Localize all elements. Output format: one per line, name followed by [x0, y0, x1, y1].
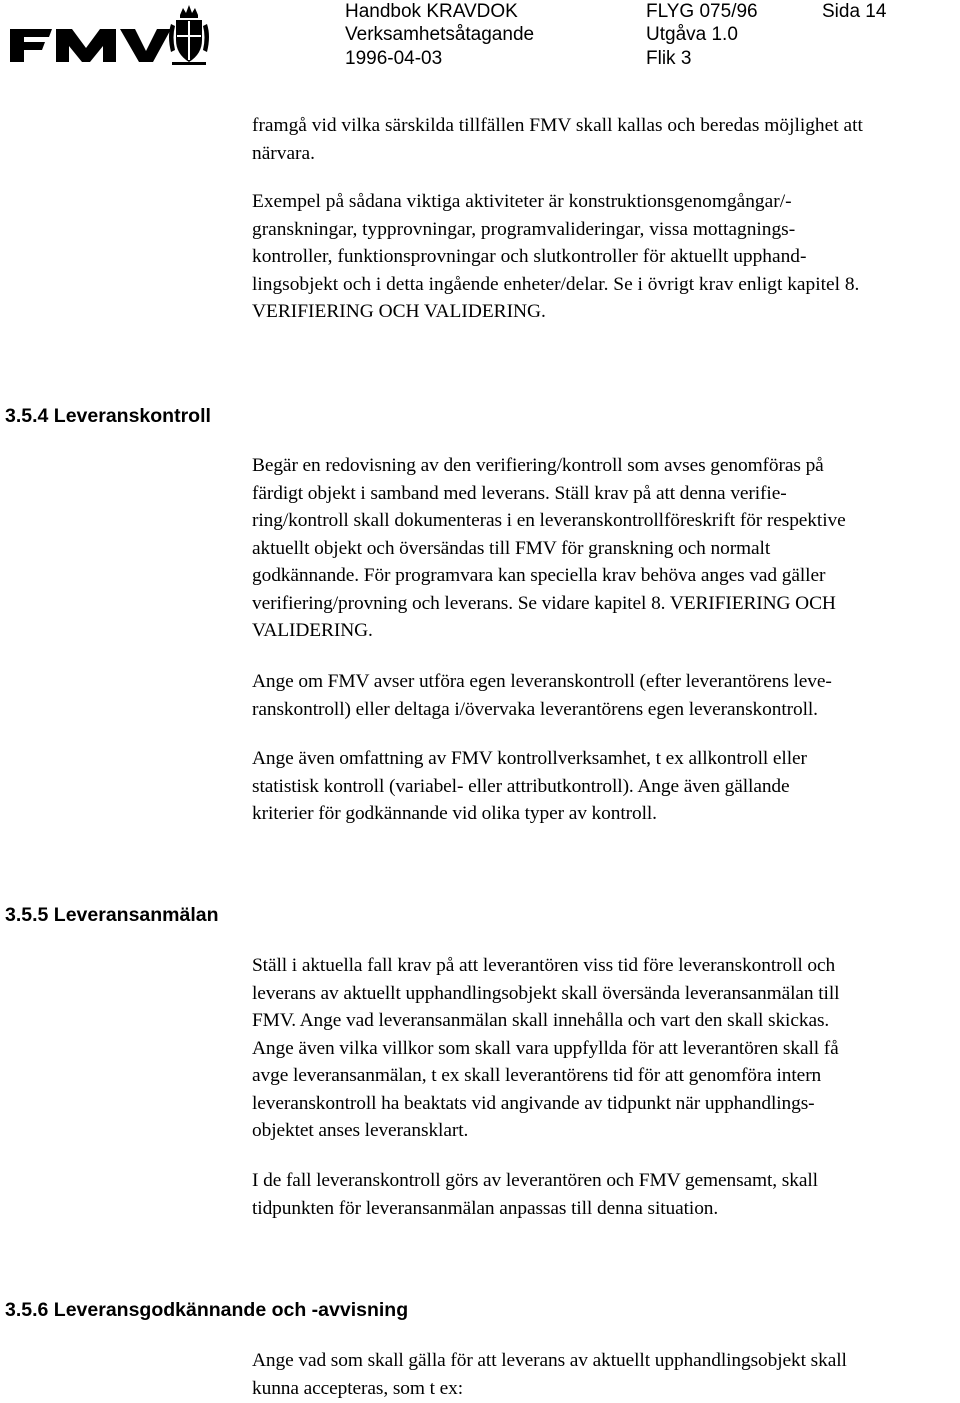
- text-line: framgå vid vilka särskilda tillfällen FMV skall kallas och beredas möjlighet att: [252, 115, 863, 136]
- text-line: kontroller, funktionsprovningar och slutkontroller för aktuellt upphand-: [252, 246, 807, 267]
- text-line: ring/kontroll skall dokumenteras i en leveranskontrollföreskrift för respektive: [252, 510, 846, 531]
- text-line: avge leveransanmälan, t ex skall leverantörens tid för att genomföra intern: [252, 1065, 822, 1086]
- leveransgodkannande-paragraph-1: [252, 1347, 847, 1402]
- text-line: I de fall leveranskontroll görs av leverantören och FMV gemensamt, skall: [252, 1170, 818, 1191]
- text-line: Begär en redovisning av den verifiering/kontroll som avses genomföras på: [252, 455, 824, 476]
- leveransanmalan-paragraph-1: [252, 952, 839, 1145]
- section-heading-356: 3.5.6 Leveransgodkännande och -avvisning: [5, 1299, 409, 1321]
- text-line: Ange om FMV avser utföra egen leveranskontroll (efter leverantörens leve-: [252, 671, 832, 692]
- document-code: FLYG 075/96: [646, 1, 758, 22]
- text-line: leverans av aktuellt upphandlingsobjekt skall översända leveransanmälan till: [252, 982, 840, 1004]
- handbook-title: Handbok KRAVDOK: [345, 1, 518, 22]
- text-line: FMV. Ange vad leveransanmälan skall innehålla och vart den skall skickas.: [252, 1010, 830, 1031]
- fmv-wordmark: [10, 29, 171, 62]
- text-line: leveranskontroll ha beaktats vid angivande av tidpunkt när upphandlings-: [252, 1092, 815, 1114]
- text-line: färdigt objekt i samband med leverans. Ställ krav på att denna verifie-: [252, 482, 787, 504]
- text-line: statistisk kontroll (variabel- eller attributkontroll). Ange även gällande: [252, 775, 790, 797]
- text-line: aktuellt objekt och översändas till FMV för granskning och normalt: [252, 537, 771, 559]
- page-number: Sida 14: [822, 1, 887, 22]
- text-line: VERIFIERING OCH VALIDERING.: [252, 301, 546, 322]
- text-line: tidpunkten för leveransanmälan anpassas till denna situation.: [252, 1197, 719, 1219]
- text-line: verifiering/provning och leverans. Se vidare kapitel 8. VERIFIERING OCH: [252, 592, 836, 614]
- text-line: godkännande. För programvara kan speciella krav behöva anges vad gäller: [252, 565, 826, 586]
- text-line: objektet anses leveransklart.: [252, 1120, 469, 1141]
- text-line: VALIDERING.: [252, 620, 373, 641]
- text-line: Exempel på sådana viktiga aktiviteter är konstruktionsgenomgångar/-: [252, 191, 792, 212]
- leveranskontroll-paragraph-2: [252, 668, 832, 723]
- leveranskontroll-paragraph-3: [252, 745, 807, 828]
- example-paragraph: [252, 188, 859, 326]
- text-line: Ange även vilka villkor som skall vara uppfyllda för att leverantören skall få: [252, 1037, 839, 1059]
- fmv-logo: [8, 2, 213, 70]
- date-label: 1996-04-03: [345, 48, 443, 69]
- tab-label: Flik 3: [646, 48, 692, 69]
- leveransanmalan-paragraph-2: [252, 1167, 818, 1222]
- text-line: granskningar, typprovningar, programvalideringar, vissa mottagnings-: [252, 218, 796, 240]
- text-line: Ange vad som skall gälla för att leverans av aktuellt upphandlingsobjekt skall: [252, 1350, 847, 1371]
- section-heading-355: 3.5.5 Leveransanmälan: [5, 904, 219, 926]
- crown-emblem-icon: [169, 5, 209, 65]
- text-line: kunna accepteras, som t ex:: [252, 1377, 464, 1399]
- section-label: Verksamhetsåtagande: [345, 24, 535, 45]
- text-line: Ställ i aktuella fall krav på att leverantören viss tid före leveranskontroll och: [252, 955, 836, 976]
- text-line: Ange även omfattning av FMV kontrollverksamhet, t ex allkontroll eller: [252, 748, 807, 769]
- intro-paragraph: [252, 112, 863, 167]
- section-heading-354: 3.5.4 Leveranskontroll: [5, 405, 211, 427]
- text-line: närvara.: [252, 142, 315, 164]
- text-line: lingsobjekt och i detta ingående enheter/delar. Se i övrigt krav enligt kapitel 8.: [252, 273, 860, 295]
- edition-label: Utgåva 1.0: [646, 24, 738, 45]
- text-line: ranskontroll) eller deltaga i/övervaka leverantörens egen leveranskontroll.: [252, 698, 818, 720]
- text-line: kriterier för godkännande vid olika typer av kontroll.: [252, 803, 657, 824]
- leveranskontroll-paragraph-1: [252, 452, 846, 645]
